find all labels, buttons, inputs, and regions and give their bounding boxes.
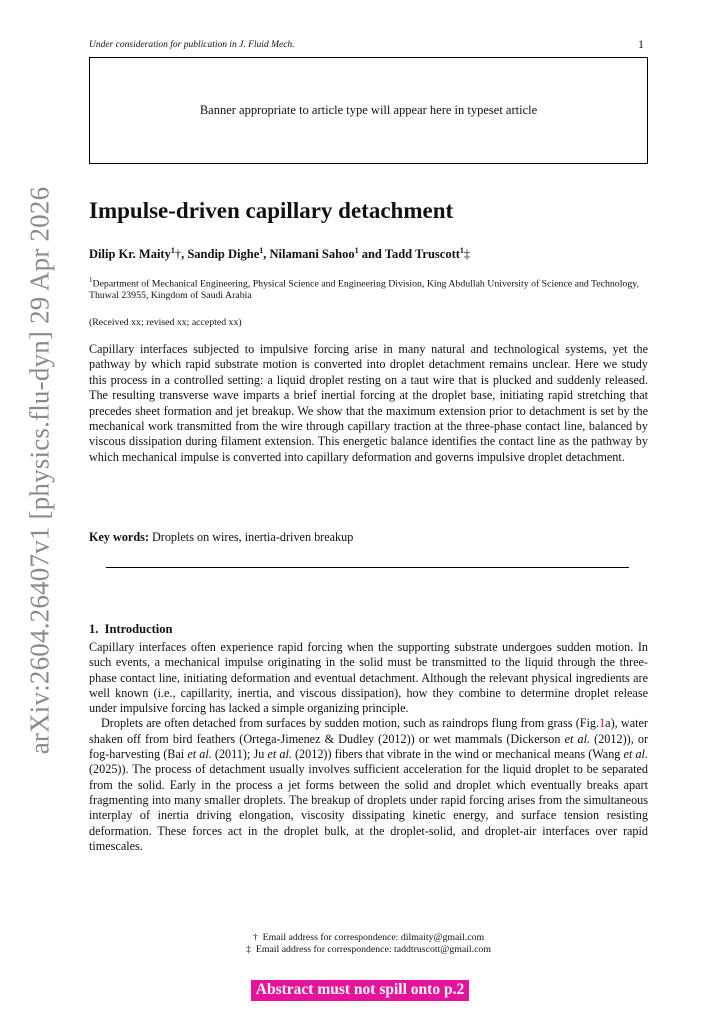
footnote-mark: ‡ [246, 944, 251, 955]
section-number: 1. [89, 622, 99, 636]
affiliation-text: Department of Mechanical Engineering, Physical Science and Engineering Division, King Abdullah University of Science and Technology, Thuwal 23955, Kingdom of Saudi Arabia [89, 278, 639, 302]
et-al: et al. [267, 747, 292, 762]
paragraph-text: (2012)), or fog-harvesting (Bai [89, 731, 649, 762]
paragraph-text: (2011); Ju [211, 747, 268, 762]
et-al: et al. [187, 747, 212, 762]
author-affiliation-mark: 1 [170, 246, 175, 255]
running-header: Under consideration for publication in J. Fluid Mech. [89, 40, 295, 50]
footnote-text: Email address for correspondence: taddtruscott@gmail.com [255, 944, 491, 955]
overflow-warning: Abstract must not spill onto p.2 [251, 980, 469, 1001]
author-name: Dilip Kr. Maity [89, 247, 171, 262]
figure-link[interactable]: 1 [599, 716, 606, 731]
section-title: Introduction [104, 622, 173, 636]
paragraph-text: a), water shaken off from bird feathers (Ortega-Jimenez & Dudley (2012)) or wet mammals (Dickerson [89, 716, 648, 746]
author-affiliation-mark: 1 [459, 246, 464, 255]
keywords [89, 530, 353, 545]
author-footnote-mark: † [174, 247, 182, 262]
abstract: Capillary interfaces subjected to impulsive forcing arise in many natural and technological systems, yet the pathway by which rapid substrate motion is converted into droplet detachment remains unclear. Here we study this process in a controlled setting: a liquid droplet resting on a taut wire that is plucked and suddenly released. The resulting transverse wave imparts a brief inertial forcing at the droplet base, initiating rapid stretching that precedes sheet formation and jet breakup. We show that the maximum extension prior to detachment is set by the mechanical work transmitted from the wire through capillary traction at the three-phase contact line, balanced by viscous dissipation during filament extension. This energetic balance identifies the contact line as the pathway by which mechanical impulse is converted into capillary deformation and governs impulsive droplet detachment. [89, 342, 648, 464]
footnote-text: Email address for correspondence: dilmaity@gmail.com [262, 932, 485, 943]
arxiv-side-stamp [14, 186, 66, 754]
et-al: et al. [623, 747, 648, 762]
paragraph [89, 716, 648, 854]
footnote [89, 944, 648, 956]
author-footnote-mark: ‡ [463, 247, 471, 262]
footnote [89, 932, 648, 944]
section-body [89, 640, 648, 854]
footnotes [89, 932, 648, 956]
warning-container [0, 980, 720, 1001]
paragraph-text: Droplets are often detached from surfaces by sudden motion, such as raindrops flung from grass (Fig. [101, 716, 600, 731]
article-banner [89, 57, 648, 164]
author-list [89, 246, 470, 262]
affiliation [89, 274, 649, 302]
banner-text: Banner appropriate to article type will appear here in typeset article [199, 103, 538, 117]
arxiv-identifier: arXiv:2604.26407v1 [physics.flu-dyn] 29 Apr 2026 [24, 186, 55, 754]
divider [106, 567, 629, 568]
paper-title: Impulse-driven capillary detachment [89, 198, 454, 223]
keywords-label: Key words: [89, 530, 149, 544]
author-affiliation-mark: 1 [354, 246, 359, 255]
author-affiliation-mark: 1 [259, 246, 264, 255]
affiliation-mark: 1 [89, 276, 93, 284]
section-heading [89, 622, 172, 637]
author-separator: , [263, 247, 270, 262]
paragraph-text: (2025)). The process of detachment usually involves sufficient acceleration for the liquid droplet to be separated from the solid. Early in the process a jet forms between the solid and droplet which eventually breaks apart fragmenting into many smaller droplets. The breakup of droplets under rapid forcing arises from the simultaneous interplay of inertia driving elongation, viscosity dissipating kinetic energy, and surface tension resisting deformation. These forces act in the droplet bulk, at the droplet-solid, and droplet-air interfaces over rapid timescales. [89, 762, 648, 853]
author-name: Nilamani Sahoo [269, 247, 355, 262]
page-number: 1 [638, 37, 644, 51]
author-name: Tadd Truscott [384, 247, 460, 262]
paragraph-text: (2012)) fibers that vibrate in the wind or mechanical means (Wang [291, 747, 624, 762]
author-separator: and [358, 247, 385, 262]
author-name: Sandip Dighe [187, 247, 260, 262]
received-line: (Received xx; revised xx; accepted xx) [89, 317, 242, 328]
footnote-mark: † [252, 932, 258, 943]
author-separator: , [181, 247, 188, 262]
et-al: et al. [564, 731, 591, 746]
paragraph: Capillary interfaces often experience rapid forcing when the supporting substrate undergoes sudden motion. In such events, a mechanical impulse originating in the solid must be transmitted to the liquid through the three-phase contact line, initiating deformation and eventual detachment. Although the relevant physical ingredients are well known (i.e., capillarity, inertia, and viscous dissipation), how they combine to determine droplet release under impulsive forcing has lacked a simple organizing principle. [89, 640, 648, 716]
keywords-text: Droplets on wires, inertia-driven breakup [148, 530, 354, 544]
